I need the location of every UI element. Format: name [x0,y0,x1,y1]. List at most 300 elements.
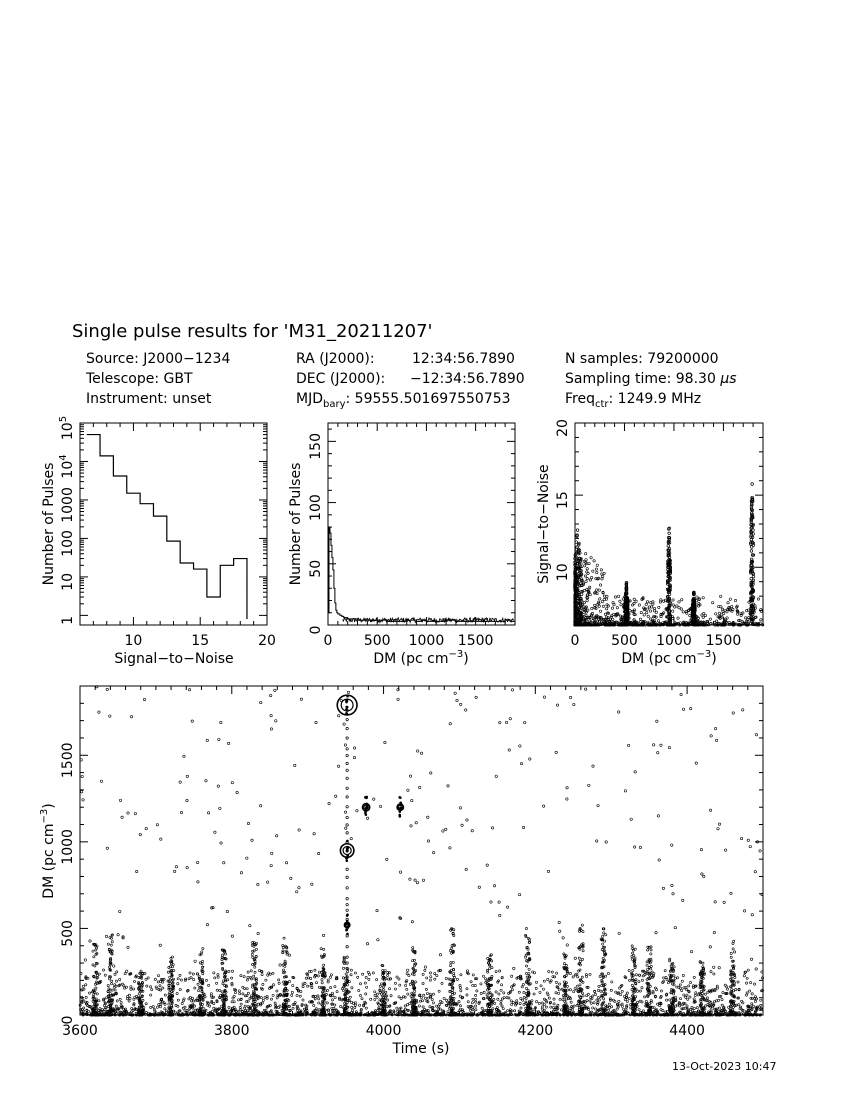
data-point [184,1006,186,1008]
data-point [215,982,217,984]
data-point [585,580,587,582]
data-point [689,614,691,616]
data-point [105,997,107,999]
data-point [354,1007,356,1009]
data-point [390,995,392,997]
data-point [594,1008,596,1010]
data-point [682,974,684,976]
data-point [252,956,254,958]
data-point [721,998,723,1000]
data-point [382,986,384,988]
data-point [510,1000,512,1002]
data-point [387,999,389,1001]
data-point [476,990,478,992]
data-point [260,997,262,999]
x-axis-label: DM (pc $cm^{-3}$) [373,649,469,667]
data-point [128,994,130,996]
data-point [599,598,601,600]
data-point [639,990,641,992]
histogram-bin [167,541,180,625]
data-point [243,976,245,978]
data-point [553,998,555,1000]
data-point [300,990,302,992]
data-point [726,617,728,619]
data-point [221,958,223,960]
data-point [746,992,748,994]
data-point [516,1000,518,1002]
data-point [109,993,111,995]
data-point [674,977,676,979]
y-axis-label: Number of Pulses [288,462,304,586]
data-point [543,998,545,1000]
data-point [253,950,255,952]
data-point [741,1000,743,1002]
data-point [599,584,601,586]
data-point [240,1003,242,1005]
data-point [604,613,606,615]
data-point [189,996,191,998]
data-point [211,1010,213,1012]
data-point [164,1008,166,1010]
data-point [224,953,226,955]
data-point [159,985,161,987]
x-tick-label: 1000 [408,633,445,649]
data-point [641,987,643,989]
data-point [333,1009,335,1011]
data-point [645,611,647,613]
data-point [676,977,678,979]
data-point [475,1009,477,1011]
data-point [595,568,597,570]
data-point [619,993,621,995]
data-point [387,974,389,976]
data-point [486,994,488,996]
data-point [194,987,196,989]
data-point [501,998,503,1000]
data-point [603,595,605,597]
data-point [367,971,369,973]
data-point [201,951,203,953]
data-point [306,985,308,987]
data-point [426,977,428,979]
y-axis-label: Number of Pulses [41,462,57,586]
data-point [168,1003,170,1005]
data-point [631,604,633,606]
data-point [592,995,594,997]
data-point [398,996,400,998]
data-point [548,997,550,999]
data-point [520,1007,522,1009]
data-point [190,977,192,979]
data-point [543,1004,545,1006]
data-point [654,987,656,989]
data-point [747,969,749,971]
y-tick-label: 10 [60,572,76,591]
data-point [459,987,461,989]
data-point [645,1000,647,1002]
data-point [422,1006,424,1008]
data-point [359,994,361,996]
data-point [170,957,172,959]
data-point [518,991,520,993]
data-point [370,998,372,1000]
data-point [272,994,274,996]
histogram-bin [180,563,193,625]
data-point [151,989,153,991]
x-tick-label: 1500 [457,633,494,649]
data-point [607,972,609,974]
data-point [302,985,304,987]
data-point [331,999,333,1001]
data-point [745,982,747,984]
data-point [605,975,607,977]
data-point [179,974,181,976]
data-point [254,978,256,980]
histogram-bin [113,476,126,625]
y-tick-label: 10 [555,563,571,582]
data-point [577,976,579,978]
data-point [607,1009,609,1011]
data-point [264,996,266,998]
data-point [429,972,431,974]
data-point [96,993,98,995]
data-point [557,992,559,994]
data-point [114,973,116,975]
data-point [436,974,438,976]
data-point [472,974,474,976]
data-point [388,988,390,990]
data-point [387,971,389,973]
data-point [677,617,679,619]
data-point [456,978,458,980]
data-point [711,601,713,603]
data-point [272,972,274,974]
data-point [288,980,290,982]
data-point [197,983,199,985]
data-point [147,977,149,979]
data-point [376,993,378,995]
x-tick-label: 10 [124,633,143,649]
data-point [686,994,688,996]
data-point [704,993,706,995]
data-point [600,569,602,571]
data-point [608,1003,610,1005]
data-point [314,969,316,971]
data-point [558,983,560,985]
data-point [372,972,374,974]
data-point [213,1002,215,1004]
data-point [514,1010,516,1012]
data-point [110,944,112,946]
data-point [667,545,670,548]
data-point [710,1009,712,1011]
data-point [237,999,239,1001]
data-point [553,1003,555,1005]
data-point [754,983,756,985]
histogram-bin [100,456,113,625]
data-point [406,988,408,990]
data-point [210,993,212,995]
data-point [251,953,253,955]
y-tick-label: $10^5$ [58,415,76,441]
data-point [299,995,301,997]
data-point [596,999,598,1001]
data-point [649,610,651,612]
data-point [214,977,216,979]
data-point [426,992,428,994]
data-point [540,985,542,987]
data-point [376,979,378,981]
data-point [693,976,695,978]
data-point [704,1005,706,1007]
data-point [360,1008,362,1010]
data-point [254,971,256,973]
data-point [689,996,691,998]
data-point [639,618,641,620]
data-point [729,598,731,600]
data-point [291,991,293,993]
data-point [374,991,376,993]
data-point [418,1005,420,1007]
data-point [584,553,586,555]
data-point [349,996,351,998]
y-tick-label: 50 [308,559,324,578]
data-point [586,599,588,601]
data-point [188,1010,190,1012]
data-point [475,1005,477,1007]
data-point [192,973,194,975]
data-point [482,975,484,977]
data-point [481,1007,483,1009]
data-point [678,601,680,603]
data-point [374,994,376,996]
data-point [162,987,164,989]
data-point [242,993,244,995]
data-point [660,990,662,992]
data-point [268,972,270,974]
data-point [583,601,585,603]
data-point [625,1009,627,1011]
data-point [474,998,476,1000]
data-point [131,1007,133,1009]
x-tick-label: 500 [611,633,638,649]
data-point [329,976,331,978]
data-point [110,983,112,985]
data-point [616,1008,618,1010]
data-point [88,992,90,994]
source-label: Source: J2000−1234 [86,351,231,367]
data-point [511,1003,513,1005]
data-point [614,596,616,598]
data-point [636,990,638,992]
data-point [720,995,722,997]
data-point [586,568,588,570]
data-point [205,979,207,981]
data-point [82,985,84,987]
data-point [250,970,252,972]
histogram-bin [220,565,233,625]
data-point [396,1007,398,1009]
data-point [93,956,95,958]
data-point [111,941,113,943]
data-point [102,969,104,971]
data-point [754,1000,756,1002]
data-point [365,976,367,978]
data-point [622,1008,624,1010]
data-point [434,973,436,975]
data-point [581,992,583,994]
data-point [605,608,607,610]
data-point [334,997,336,999]
data-point [470,981,472,983]
data-point [323,964,325,966]
data-point [292,1007,294,1009]
data-point [584,575,586,577]
data-point [330,974,332,976]
data-point [535,987,537,989]
data-point [498,993,500,995]
data-point [265,979,267,981]
data-point [666,999,668,1001]
data-point [231,984,233,986]
y-tick-label: 0 [308,625,324,635]
data-point [702,597,704,599]
data-point [595,589,597,591]
data-point [386,995,388,997]
data-point [555,992,557,994]
data-point [262,983,264,985]
data-point [406,1004,408,1006]
data-point [85,996,87,998]
telescope-label: Telescope: GBT [86,371,193,387]
data-point [145,1003,147,1005]
data-point [547,978,549,980]
data-point [309,1001,311,1003]
data-point [652,990,654,992]
data-point [180,979,182,981]
data-point [310,977,312,979]
data-point [138,993,140,995]
data-point [676,1004,678,1006]
data-point [460,974,462,976]
data-point [354,1004,356,1006]
data-point [164,994,166,996]
data-point [639,621,641,623]
data-point [334,1004,336,1006]
data-point [751,483,754,486]
data-point [737,981,739,983]
data-point [535,981,537,983]
mjd-value: : 59555.501697550753 [345,391,511,407]
dm-time-frame [80,686,763,1015]
data-point [726,986,728,988]
data-point [668,532,671,535]
data-point [422,973,424,975]
data-point [748,990,750,992]
x-tick-label: 0 [570,633,580,649]
data-point [647,615,649,617]
data-point [495,971,497,973]
data-point [125,986,127,988]
data-point [246,979,248,981]
data-point [750,550,753,553]
data-point [573,991,575,993]
data-point [466,994,468,996]
y-tick-label: 20 [555,419,571,437]
data-point [133,980,135,982]
data-point [483,991,485,993]
data-point [197,990,199,992]
y-tick-label: 100 [308,494,324,521]
data-point [626,1000,628,1002]
data-point [354,972,356,974]
data-point [521,986,523,988]
data-point [313,1004,315,1006]
data-point [681,989,683,991]
data-point [130,988,132,990]
data-point [227,1010,229,1012]
data-point [240,975,242,977]
data-point [599,975,601,977]
data-point [326,1002,328,1004]
data-point [664,970,666,972]
sampling-unit: μs [720,371,737,387]
data-point [556,972,558,974]
data-point [666,978,668,980]
data-point [520,997,522,999]
data-point [202,973,204,975]
data-point [590,576,592,578]
data-point [208,984,210,986]
data-point [230,977,232,979]
data-point [649,618,651,620]
data-point [434,978,436,980]
data-point [116,1000,118,1002]
page-title: Single pulse results for 'M31_20211207' [72,321,433,342]
data-point [493,998,495,1000]
data-point [693,1007,695,1009]
y-tick-label: 150 [308,432,324,460]
data-point [474,984,476,986]
x-axis-label: Signal−to−Noise [114,651,234,667]
data-point [368,978,370,980]
data-point [116,971,118,973]
data-point [217,974,219,976]
data-point [126,998,128,1000]
data-point [638,981,640,983]
data-point [694,994,696,996]
data-point [671,610,673,612]
data-point [177,983,179,985]
data-point [176,992,178,994]
data-point [92,964,94,966]
data-point [276,990,278,992]
data-point [719,595,721,597]
data-point [185,978,187,980]
data-point [460,990,462,992]
dm-histogram-frame [328,423,515,625]
data-point [552,1006,554,1008]
data-point [589,973,591,975]
histogram-bin [194,569,207,625]
nsamples-label: N samples: 79200000 [565,351,719,367]
data-point [443,997,445,999]
data-point [213,972,215,974]
data-point [115,1005,117,1007]
x-tick-label: 20 [258,633,276,649]
data-point [713,1001,715,1003]
data-point [682,611,684,613]
